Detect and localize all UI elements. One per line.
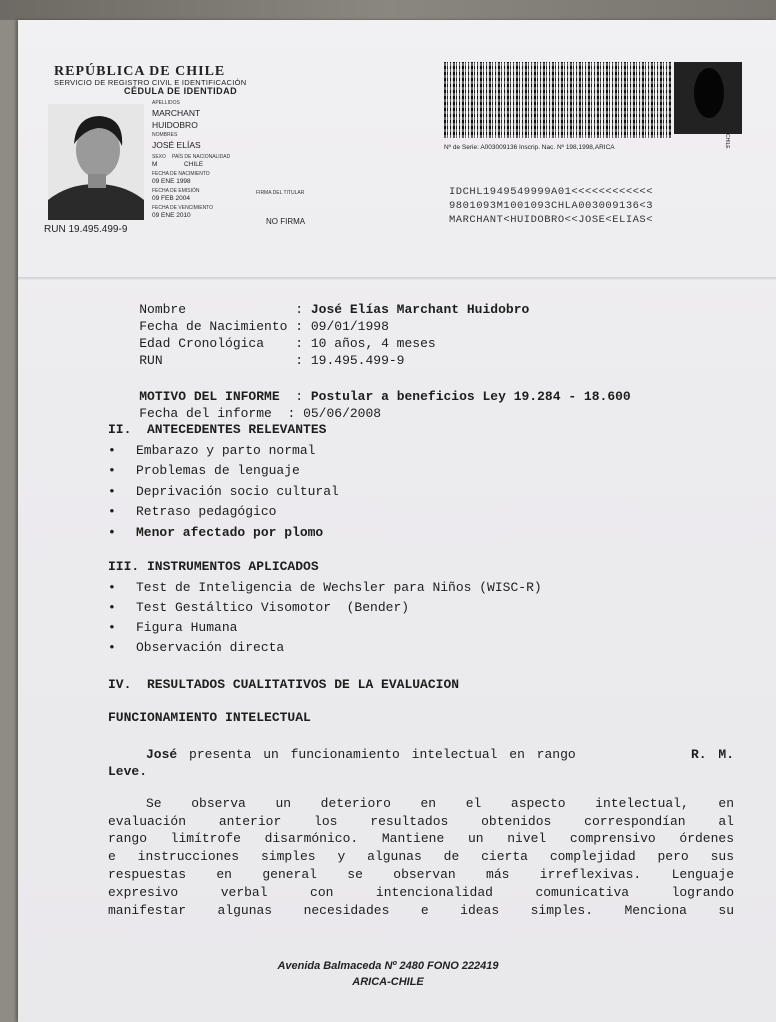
paragraph-line: expresivo verbal con intencionalidad comunicativa logrando [108, 885, 734, 900]
id-row: Edad Cronológica : 10 años, 4 meses [139, 336, 436, 351]
motivo-label: MOTIVO DEL INFORME [139, 389, 280, 404]
id-value: José Elías Marchant Huidobro [310, 302, 530, 317]
nacimiento-label: FECHA DE NACIMIENTO [152, 171, 210, 177]
paragraph-line: respuestas en general se observan más irreflexivas. Lenguaje [108, 867, 734, 882]
mrz-line-1: IDCHL1949549999A01<<<<<<<<<<<< [449, 186, 654, 198]
paragraph-line: Se observa un deterioro en el aspecto intelectual, en [146, 796, 734, 811]
nacionalidad: CHILE [184, 161, 204, 168]
list-item: • Figura Humana [136, 620, 237, 635]
nacimiento: 09 ENE 1998 [152, 178, 191, 185]
fecha-informe-row: Fecha del informe : 05/06/2008 [139, 406, 382, 421]
fecha-informe-value: 05/06/2008 [303, 406, 382, 421]
mrz-line-2: 9801093M1001093CHLA003009136<3 [449, 200, 654, 212]
vencimiento: 09 ENE 2010 [152, 212, 191, 219]
list-item: • Deprivación socio cultural [136, 484, 339, 499]
motivo-value: Postular a beneficios Ley 19.284 - 18.600 [310, 389, 631, 404]
apellido1: MARCHANT [152, 108, 201, 118]
paragraph-line: rango limítrofe disarmónico. Mantiene un nivel comprensivo órdenes [108, 831, 734, 846]
footer-address: Avenida Balmaceda Nº 2480 FONO 222419 [277, 960, 499, 972]
motivo-row: MOTIVO DEL INFORME : Postular a beneficios Ley 19.284 - 18.600 [139, 389, 631, 404]
side-text: CHILE [724, 134, 730, 149]
sexo: M [152, 161, 158, 168]
apellido2: HUIDOBRO [152, 120, 198, 130]
id-row: RUN : 19.495.499-9 [139, 353, 405, 368]
id-value: 10 años, 4 meses [310, 336, 436, 351]
paragraph-line: manifestar algunas necesidades e ideas simples. Menciona su [108, 903, 734, 918]
list-item: • Test Gestáltico Visomotor (Bender) [136, 600, 409, 615]
id-label: Edad Cronológica [139, 336, 296, 351]
id-row: Nombre : José Elías Marchant Huidobro [139, 302, 530, 317]
list-item: • Observación directa [136, 640, 284, 655]
rango-value: R. M. [690, 747, 734, 762]
id-label: RUN [139, 353, 296, 368]
emision-label: FECHA DE EMISIÓN [152, 188, 200, 194]
id-value: 19.495.499-9 [310, 353, 405, 368]
sexo-label: SEXO [152, 154, 166, 160]
id-value: 09/01/1998 [310, 319, 389, 334]
id-card-type: CÉDULA DE IDENTIDAD [124, 86, 238, 96]
run-number: RUN 19.495.499-9 [44, 224, 128, 235]
serial-number: Nº de Serie: A003009136 Inscrip. Nac. Nº 198,1998,ARICA [444, 144, 615, 151]
list-item: • Problemas de lenguaje [136, 463, 300, 478]
section-heading: IV. RESULTADOS CUALITATIVOS DE LA EVALUACION [108, 677, 460, 692]
paragraph-1-line-1 [146, 747, 734, 762]
paragraph-text: presenta un funcionamiento intelectual en rango [177, 747, 588, 762]
student-name: José [146, 747, 178, 762]
id-label: Fecha de Nacimiento [139, 319, 296, 334]
list-item: • Test de Inteligencia de Wechsler para Niños (WISC-R) [136, 580, 542, 595]
nombres: JOSÉ ELÍAS [152, 140, 201, 150]
subsection-heading: FUNCIONAMIENTO INTELECTUAL [108, 710, 311, 725]
vencimiento-label: FECHA DE VENCIMIENTO [152, 205, 214, 211]
list-item: • Menor afectado por plomo [136, 525, 323, 540]
list-item: • Retraso pedagógico [136, 504, 276, 519]
id-card-title: REPÚBLICA DE CHILE [54, 64, 226, 79]
paragraph-1-line-2: Leve. [108, 764, 148, 779]
apellidos-label: APELLIDOS [152, 100, 180, 106]
nombres-label: NOMBRES [152, 132, 178, 138]
fecha-informe-label: Fecha del informe [139, 406, 280, 421]
id-row: Fecha de Nacimiento : 09/01/1998 [139, 319, 389, 334]
id-label: Nombre [139, 302, 296, 317]
emision: 09 FEB 2004 [152, 195, 190, 202]
section-heading: II. ANTECEDENTES RELEVANTES [108, 422, 327, 437]
section-heading: III. INSTRUMENTOS APLICADOS [108, 559, 319, 574]
paragraph-line: e instrucciones simples y algunas de cierta complejidad pero sus [108, 849, 734, 864]
list-item: • Embarazo y parto normal [136, 443, 315, 458]
paragraph-line: evaluación anterior los resultados obtenidos correspondían al [108, 814, 734, 829]
id-card-subtitle: SERVICIO DE REGISTRO CIVIL E IDENTIFICACIÓN [54, 78, 247, 87]
mrz-line-3: MARCHANT<HUIDOBRO<<JOSE<ELIAS< [449, 214, 654, 226]
footer-city: ARICA-CHILE [352, 976, 424, 988]
firma-label: FIRMA DEL TITULAR [256, 190, 305, 196]
firma: NO FIRMA [266, 217, 306, 226]
nacionalidad-label: PAÍS DE NACIONALIDAD [172, 154, 231, 160]
